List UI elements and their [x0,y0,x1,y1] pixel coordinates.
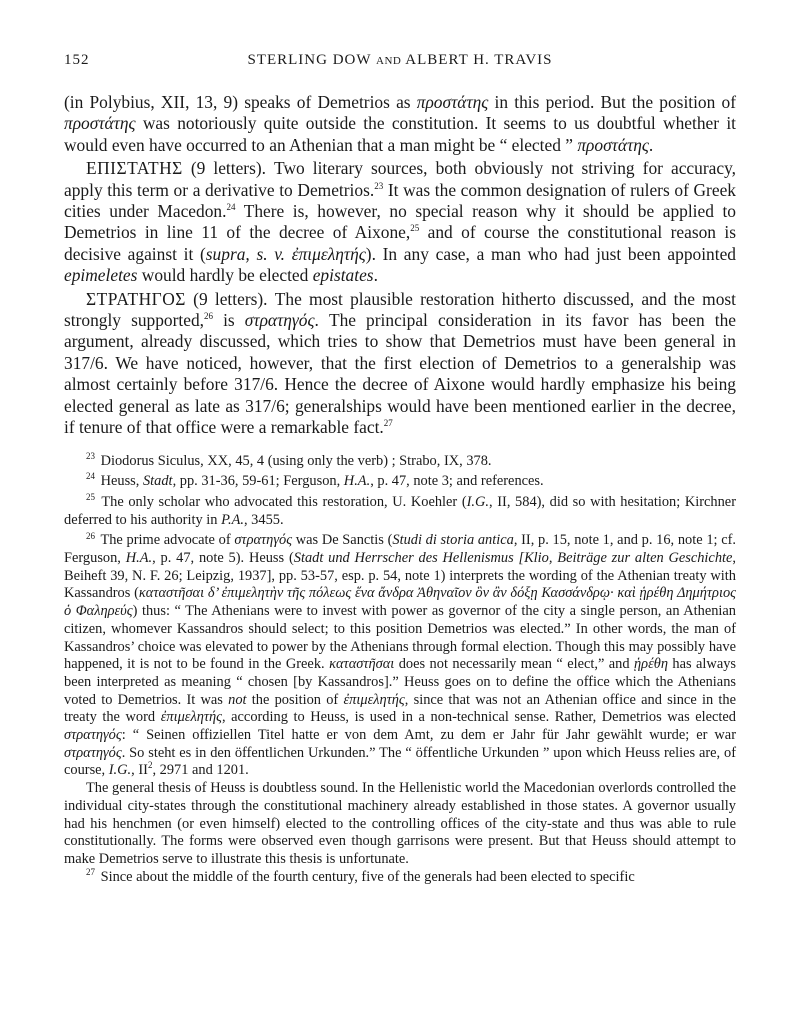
text-run: in this period. But the position of [488,92,737,112]
footnote-ref[interactable]: 23 [374,180,384,191]
author-1: STERLING DOW [247,52,372,68]
text-run: , according to Heuss, is used in a non-technical sense. Rather, Demetrios was elected [221,709,736,726]
greek-term: στρατηγός [64,727,122,744]
italic-text: Studi di storia antica [392,532,514,549]
text-run: , II, 584), did so with hesitation; Kirchner deferred to his authority in [64,493,736,528]
footnote-23 [64,450,736,471]
greek-term: ἐπιμελητής [160,709,222,726]
text-run: (in Polybius, XII, 13, 9) speaks of Demetrios as [64,92,417,112]
greek-term: καταστῆσαι [329,656,395,673]
footnote-26-continued: The general thesis of Heuss is doubtless sound. In the Hellenistic world the Macedonian overlords controlled the individual city-states through the constitutional machinery already established in those states. A governor usually had his henchmen (or even himself) elected to the controlling offices of the city-state and thus was able to rule constitutionally. The forms were observed even though garrisons were present. But that Heuss should attempt to make Demetrios serve to illustrate this thesis is unfortunate. [64,780,736,867]
text-run: , Beiheft 39, N. F. 26; Leipzig, 1937], pp. 53-57, esp. p. 54, note 1) interprets the wording of the Athenian treaty with Kassandros ( [64,550,737,602]
text-run: and of course the constitutional reason is decisive against it ( [64,222,736,264]
author-2: ALBERT H. TRAVIS [405,52,553,68]
text-run: Diodorus Siculus, XX, 45, 4 (using only the verb) ; Strabo, IX, 378. [97,452,492,469]
text-run: : “ Seinen offiziellen Titel hatte er von dem Amt, zu dem er Jahr für Jahr gewählt wurde; er war [121,727,736,744]
text-run: was De Sanctis ( [292,532,393,549]
text-run: , II [131,762,148,779]
italic-text: H.A. [343,473,371,490]
italic-text: epistates [312,265,374,286]
italic-text: I.G. [108,762,132,779]
text-run: Heuss, [97,473,143,490]
greek-term: προστάτης [64,113,136,134]
text-run: ) thus: “ The Athenians were to invest with power as governor of the city a single person, an Athenian citizen, whomever Kassandros should select; to this position Demetrios was elected.” In other words, the man of Kassandros’ choice was elevated to power by the Athenians through formal election. Though this may possibly have happened, it is not to be found in the Greek. [64,603,737,673]
text-run: (9 letters). The most plausible restoration hitherto discussed, and the most strongly supported, [64,288,736,331]
conjunction: AND [376,55,402,67]
paragraph-strategos [64,289,736,439]
text-run: . The principal consideration in its favor has been the argument, already discussed, which tries to show that Demetrios must have been general in 317/6. We have noticed, however, that the first election of Demetrios to a generalship was almost certainly before 317/6. Hence the decree of Aixone would hardly emphasize his being elected general as late as 317/6; generalships would have been mentioned earlier in the decree, if tenure of that office were a remarkable fact. [64,310,736,438]
section-term: ΕΠΙΣΤΑΤΗΣ [86,158,183,179]
italic-text: supra, s. v. ἐπιμελητής [205,243,366,264]
italic-text: P.A. [221,511,244,528]
running-head [64,52,736,78]
text-run: , pp. 31-36, 59-61; Ferguson, [172,473,344,490]
italic-text: Stadt [142,473,173,490]
superscript: 2 [147,760,153,771]
text-run: (9 letters). Two literary sources, both obviously not striving for accuracy, apply this term or a derivative to Demetrios. [64,158,736,200]
text-run: Since about the middle of the fourth century, five of the generals had been elected to specific [97,868,635,885]
greek-quote: καταστῆσαι δ’ ἐπιμελητὴν τῆς πόλεως ἕνα ἄνδρα Ἀθηναῖον ὃν ἂν δόξῃ Κασσάνδρῳ· καὶ ᾑρέθη Δημήτριος ὁ Φαληρεύς [64,585,736,620]
text-run: . [648,134,654,155]
text-run: , 2971 and 1201. [152,762,249,779]
greek-term: προστάτης [577,134,649,155]
text-run: , p. 47, note 5). Heuss ( [152,550,294,567]
text-run: has always been interpreted as meaning “ chosen [by Kassandros].” Heuss goes on to define the office which the Athenians voted to Demetrios. It was [64,656,737,708]
footnote-ref[interactable]: 26 [204,311,214,322]
text-run: The prime advocate of [97,532,235,549]
footnote-number: 25 [86,492,95,503]
page-number: 152 [64,52,90,68]
greek-term: στρατηγός [234,532,293,549]
text-run: . So steht es in den öffentlichen Urkunden.” The “ öffentliche Urkunden ” upon which Heuss relies are, of course, [64,744,736,779]
text-run: was notoriously quite outside the constitution. It seems to us doubtful whether it would even have occurred to an Athenian that a man might be “ elected ” [64,113,736,155]
footnote-number: 23 [86,450,95,461]
page [64,52,736,886]
footnote-ref[interactable]: 27 [383,418,393,429]
body-text [64,92,736,439]
text-run: There is, however, no special reason why it should be applied to Demetrios in line 11 of the decree of Aixone, [64,201,737,243]
section-term: ΣΤΡΑΤΗΓΟΣ [86,288,186,309]
italic-text: H.A. [125,550,153,567]
text-run: The only scholar who advocated this restoration, U. Koehler ( [97,493,467,510]
footnote-number: 27 [86,866,95,877]
footnote-26 [64,532,736,780]
header-title [64,52,736,69]
footnote-ref[interactable]: 25 [410,223,420,234]
text-run: , since that was not an Athenian office and since in the treaty the word [64,691,736,726]
greek-term: ἐπιμελητής [343,691,405,708]
italic-text: epimeletes [64,265,138,286]
text-run: does not necessarily mean “ elect,” and [394,656,635,673]
greek-term: στρατηγός [64,744,122,761]
footnote-number: 26 [86,530,95,541]
italic-text: not [228,691,247,708]
italic-text: Stadt und Herrscher des Hellenismus [Klio, Beiträge zur alten Geschichte [293,550,733,567]
text-run: is [213,310,245,331]
text-run: ). In any case, a man who had just been appointed [365,243,736,264]
greek-term: ᾑρέθη [634,656,668,673]
text-run: , II, p. 15, note 1, and p. 16, note 1; cf. Ferguson, [64,532,736,567]
greek-term: στρατηγός [244,310,315,331]
text-run: It was the common designation of rulers of Greek cities under Macedon. [64,179,736,222]
text-run: . [373,265,378,286]
italic-text: I.G. [466,493,490,510]
text-run: , p. 47, note 3; and references. [370,473,544,490]
footnote-ref[interactable]: 24 [226,202,236,213]
footnote-25 [64,494,736,529]
text-run: , 3455. [243,511,284,528]
text-run: would hardly be elected [137,265,313,286]
footnotes [64,450,737,887]
footnote-number: 24 [86,471,95,482]
footnote-27 [64,866,736,887]
text-run: the position of [246,691,344,708]
greek-term: προστάτης [416,92,489,112]
paragraph-prostates [64,92,736,156]
paragraph-epistates [64,158,736,286]
footnote-24 [64,473,736,491]
